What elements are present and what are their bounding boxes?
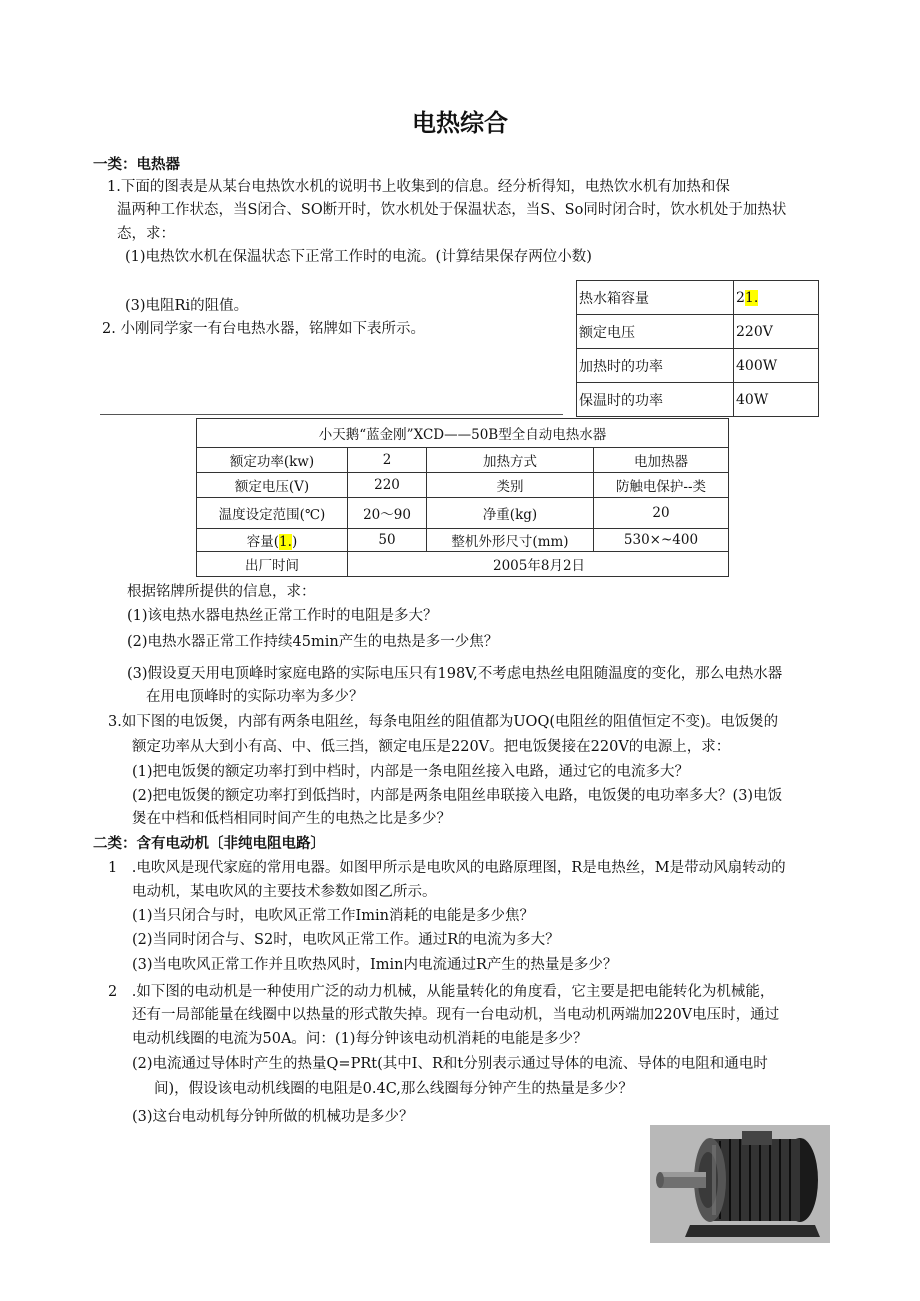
q2-sub-3-line-1: (3)假设夏天用电顶峰时家庭电路的实际电压只有198V,不考虑电热丝电阻随温度的变化，那么电热水器 — [127, 666, 783, 682]
spec-label: 保温时的功率 — [577, 383, 734, 417]
s2-q2-sub-3: (3)这台电动机每分钟所做的机械功是多少？ — [132, 1109, 414, 1125]
q2-sub-3-line-2: 在用电顶峰时的实际功率为多少？ — [146, 689, 364, 705]
nameplate-cell — [197, 529, 348, 552]
q3-sub-2-line-2: 煲在中档和低档相同时间产生的电热之比是多少？ — [132, 811, 451, 827]
nameplate-cell: 加热方式 — [427, 448, 594, 473]
nameplate-row — [197, 448, 729, 473]
nameplate-cell: 净重(kg) — [427, 498, 594, 529]
nameplate-cell: 出厂时间 — [197, 552, 348, 577]
nameplate-cell: 2 — [348, 448, 427, 473]
spec-row — [577, 281, 819, 315]
spec-row — [577, 349, 819, 383]
spec-label: 热水箱容量 — [577, 281, 734, 315]
nameplate-cell: 类别 — [427, 473, 594, 498]
nameplate-row — [197, 498, 729, 529]
spec-value — [734, 315, 819, 349]
s2-q2-line-1: 2 .如下图的电动机是一种使用广泛的动力机械，从能量转化的角度看，它主要是把电能转化为机械能， — [108, 984, 775, 1000]
q1-line-1: 1.下面的图表是从某台电热饮水机的说明书上收集到的信息。经分析得知，电热饮水机有加热和保 — [107, 179, 730, 195]
nameplate-cell: 20～90 — [348, 498, 427, 529]
spec-value-main: 2 — [736, 289, 745, 306]
capacity-label-pre: 容量( — [246, 534, 280, 550]
nameplate-cell: 温度设定范围(℃) — [197, 498, 348, 529]
spec-value-main: 220V — [736, 323, 773, 340]
s2-q1-sub-3: (3)当电吹风正常工作并且吹热风时，Imin内电流通过R产生的热量是多少？ — [132, 957, 618, 973]
spec-value-main: 400W — [736, 357, 778, 374]
nameplate-row — [197, 473, 729, 498]
page-title: 电热综合 — [412, 109, 508, 137]
section-heading-1: 一类：电热器 — [93, 157, 180, 173]
s2-q1-line-2: 电动机，某电吹风的主要技术参数如图乙所示。 — [132, 884, 437, 900]
q1-sub-3: (3)电阻Ri的阻值。 — [125, 298, 249, 314]
q1-line-3: 态，求： — [117, 226, 175, 242]
nameplate-cell: 防触电保护--类 — [594, 473, 729, 498]
q2-lead: 根据铭牌所提供的信息，求： — [127, 584, 316, 600]
capacity-label-post: ) — [291, 534, 298, 550]
capacity-label-highlight: 1. — [279, 534, 292, 550]
nameplate-cell: 额定电压(V) — [197, 473, 348, 498]
q3-line-2: 额定功率从大到小有高、中、低三挡，额定电压是220V。把电饭煲接在220V的电源上，求： — [132, 739, 731, 755]
water-dispenser-spec-table — [576, 280, 819, 417]
spec-label: 额定电压 — [577, 315, 734, 349]
nameplate-cell: 电加热器 — [594, 448, 729, 473]
nameplate-cell: 530×~400 — [594, 529, 729, 552]
nameplate-cell: 20 — [594, 498, 729, 529]
nameplate-cell: 50 — [348, 529, 427, 552]
q2-sub-1: (1)该电热水器电热丝正常工作时的电阻是多大？ — [127, 608, 438, 624]
spec-value — [734, 383, 819, 417]
q2-sub-2: (2)电热水器正常工作持续45min产生的电热是多一少焦？ — [127, 634, 499, 650]
nameplate-title: 小天鹅“蓝金刚”XCD——50B型全自动电热水器 — [197, 419, 729, 448]
spec-value — [734, 281, 819, 315]
s2-q1-sub-1: (1)当只闭合与时，电吹风正常工作Imin消耗的电能是多少焦？ — [132, 908, 534, 924]
electric-motor-image — [650, 1125, 830, 1243]
s2-q2-line-2: 还有一局部能量在线圈中以热量的形式散失掉。现有一台电动机，当电动机两端加220V电压时，通过 — [132, 1007, 780, 1023]
q3-sub-2-line-1: (2)把电饭煲的额定功率打到低挡时，内部是两条电阻丝串联接入电路，电饭煲的电功率多大？(3)电饭 — [132, 788, 783, 804]
q1-sub-1: (1)电热饮水机在保温状态下正常工作时的电流。(计算结果保存两位小数) — [125, 249, 592, 265]
divider-line — [100, 414, 563, 415]
q2-intro: 2. 小刚同学家一有台电热水器，铭牌如下表所示。 — [102, 321, 425, 337]
spec-value — [734, 349, 819, 383]
nameplate-cell: 220 — [348, 473, 427, 498]
nameplate-cell: 2005年8月2日 — [348, 552, 729, 577]
s2-q1-sub-2: (2)当同时闭合与、S2时，电吹风正常工作。通过R的电流为多大？ — [132, 932, 560, 948]
spec-value-highlight: 1. — [744, 289, 759, 306]
q3-line-1: 3.如下图的电饭煲，内部有两条电阻丝，每条电阻丝的阻值都为UOQ(电阻丝的阻值恒定不变)。电饭煲的 — [108, 714, 779, 730]
nameplate-cell: 额定功率(kw) — [197, 448, 348, 473]
spec-row — [577, 383, 819, 417]
q3-sub-1: (1)把电饭煲的额定功率打到中档时，内部是一条电阻丝接入电路，通过它的电流多大？ — [132, 764, 690, 780]
spec-label: 加热时的功率 — [577, 349, 734, 383]
spec-row — [577, 315, 819, 349]
s2-q1-line-1: 1 .电吹风是现代家庭的常用电器。如图甲所示是电吹风的电路原理图，R是电热丝，M是带动风扇转动的 — [108, 860, 786, 876]
nameplate-row — [197, 552, 729, 577]
nameplate-row — [197, 529, 729, 552]
s2-q2-line-3: 电动机线圈的电流为50A。问：(1)每分钟该电动机消耗的电能是多少？ — [132, 1031, 588, 1047]
water-heater-nameplate — [196, 418, 729, 577]
q1-line-2: 温两种工作状态，当S闭合、SO断开时，饮水机处于保温状态，当S、So同时闭合时，饮水机处于加热状 — [117, 202, 787, 218]
s2-q2-sub-2-line-1: (2)电流通过导体时产生的热量Q=PRt(其中I、R和t分别表示通过导体的电流、导体的电阻和通电时 — [132, 1056, 768, 1072]
nameplate-title-row — [197, 419, 729, 448]
section-heading-2: 二类：含有电动机〔非纯电阻电路〕 — [93, 836, 325, 852]
spec-value-main: 40W — [736, 391, 769, 408]
s2-q2-sub-2-line-2: 间)，假设该电动机线圈的电阻是0.4C,那么线圈每分钟产生的热量是多少？ — [154, 1081, 633, 1097]
nameplate-cell: 整机外形尺寸(mm) — [427, 529, 594, 552]
